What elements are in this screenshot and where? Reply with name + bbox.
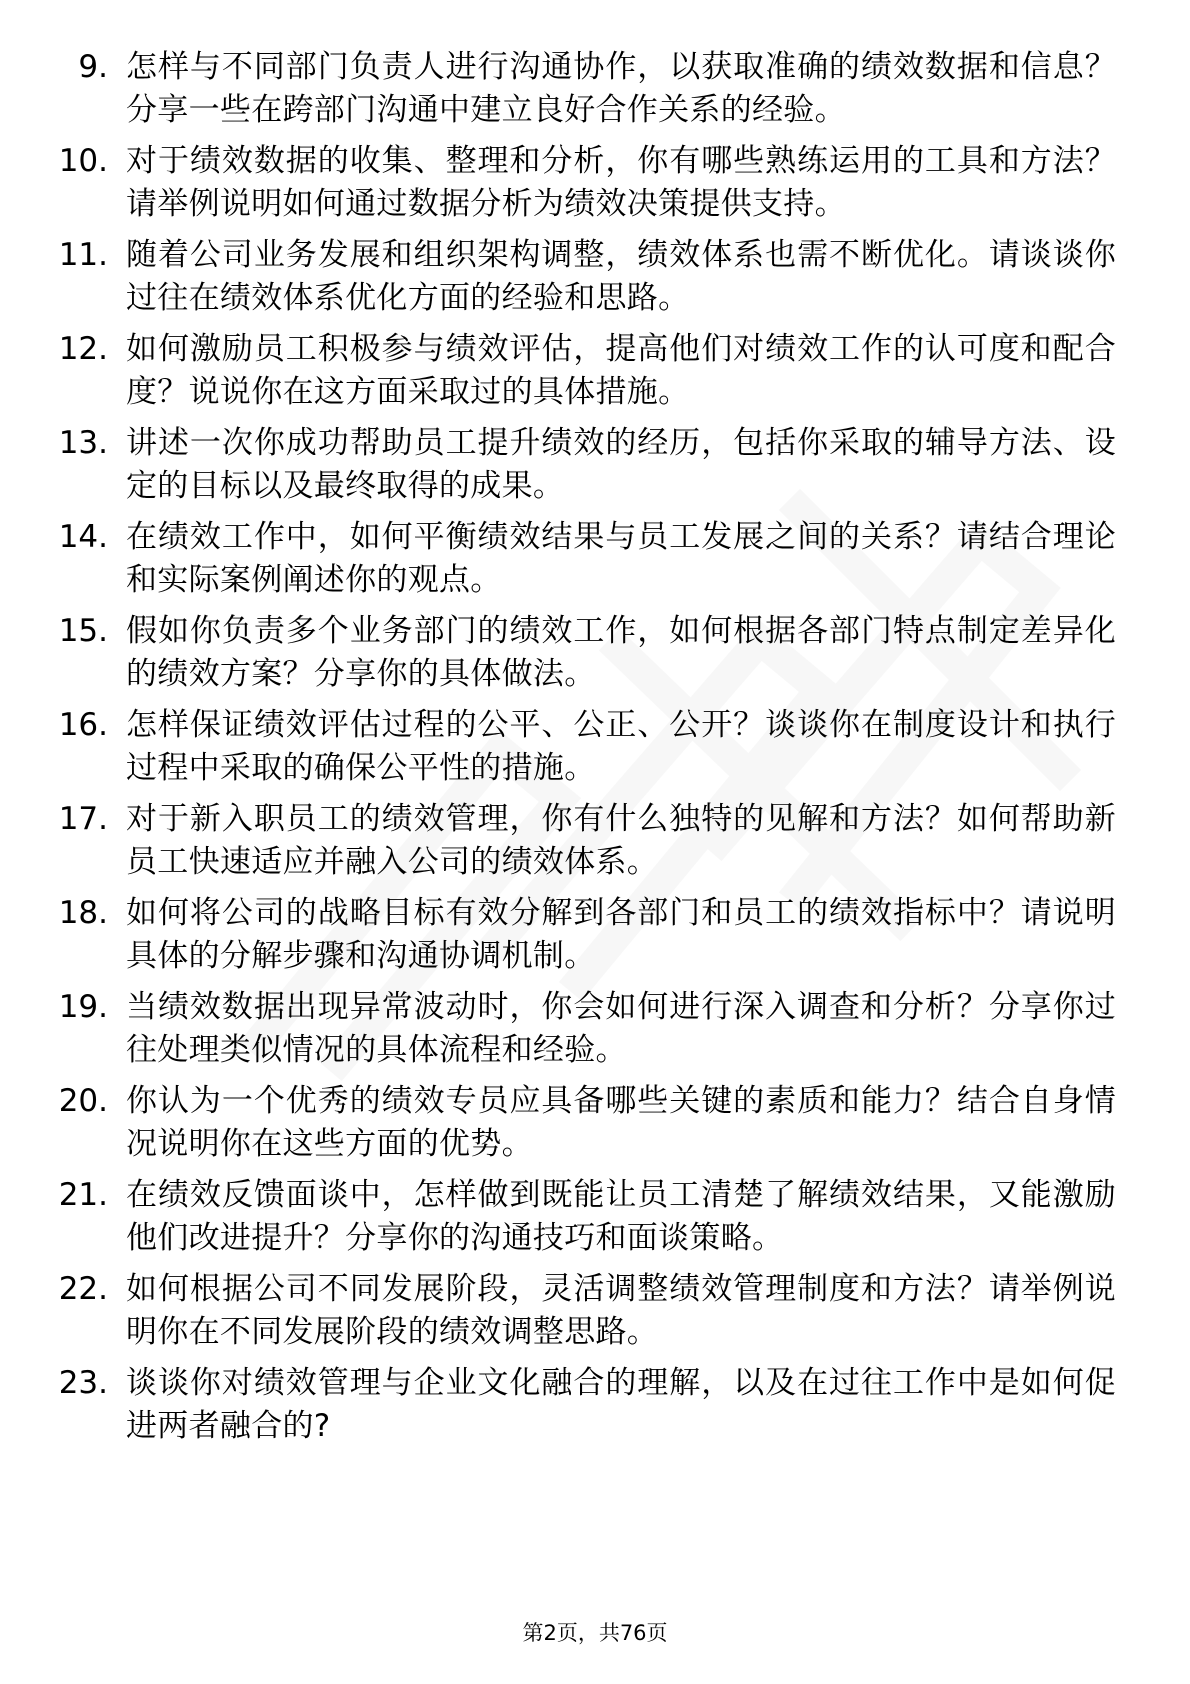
question-text: 如何根据公司不同发展阶段，灵活调整绩效管理制度和方法？请举例说明你在不同发展阶段的绩效调整思路。 [126, 1271, 1116, 1350]
list-item [0, 986, 1190, 1080]
question-text: 怎样保证绩效评估过程的公平、公正、公开？谈谈你在制度设计和执行过程中采取的确保公平性的措施。 [126, 707, 1116, 786]
question-text: 随着公司业务发展和组织架构调整，绩效体系也需不断优化。请谈谈你过往在绩效体系优化方面的经验和思路。 [126, 237, 1116, 316]
list-item [0, 892, 1190, 986]
list-item [0, 1080, 1190, 1174]
list-item [0, 328, 1190, 422]
page-footer [0, 1621, 1190, 1645]
list-item [0, 798, 1190, 892]
question-text: 对于新入职员工的绩效管理，你有什么独特的见解和方法？如何帮助新员工快速适应并融入公司的绩效体系。 [126, 801, 1116, 880]
question-text: 当绩效数据出现异常波动时，你会如何进行深入调查和分析？分享你过往处理类似情况的具体流程和经验。 [126, 989, 1116, 1068]
question-number: 17. [58, 801, 108, 837]
question-number: 15. [58, 613, 108, 649]
question-number: 9. [78, 49, 108, 85]
question-number: 23. [58, 1365, 108, 1401]
question-number: 20. [58, 1083, 108, 1119]
question-number: 14. [58, 519, 108, 555]
question-text: 你认为一个优秀的绩效专员应具备哪些关键的素质和能力？结合自身情况说明你在这些方面的优势。 [126, 1083, 1116, 1162]
question-number: 12. [58, 331, 108, 367]
question-number: 11. [58, 237, 108, 273]
question-text: 如何将公司的战略目标有效分解到各部门和员工的绩效指标中？请说明具体的分解步骤和沟通协调机制。 [126, 895, 1116, 974]
question-text: 如何激励员工积极参与绩效评估，提高他们对绩效工作的认可度和配合度？说说你在这方面采取过的具体措施。 [126, 331, 1116, 410]
question-number: 13. [58, 425, 108, 461]
question-text: 在绩效工作中，如何平衡绩效结果与员工发展之间的关系？请结合理论和实际案例阐述你的观点。 [126, 519, 1116, 598]
question-number: 10. [58, 143, 108, 179]
question-text: 在绩效反馈面谈中，怎样做到既能让员工清楚了解绩效结果，又能激励他们改进提升？分享你的沟通技巧和面谈策略。 [126, 1177, 1116, 1256]
question-text: 对于绩效数据的收集、整理和分析，你有哪些熟练运用的工具和方法？请举例说明如何通过数据分析为绩效决策提供支持。 [126, 143, 1116, 222]
question-number: 21. [58, 1177, 108, 1213]
question-number: 22. [58, 1271, 108, 1307]
list-item [0, 234, 1190, 328]
list-item [0, 46, 1190, 140]
question-text: 假如你负责多个业务部门的绩效工作，如何根据各部门特点制定差异化的绩效方案？分享你的具体做法。 [126, 613, 1116, 692]
list-item [0, 140, 1190, 234]
list-item [0, 610, 1190, 704]
list-item [0, 704, 1190, 798]
question-text: 谈谈你对绩效管理与企业文化融合的理解，以及在过往工作中是如何促进两者融合的? [126, 1365, 1116, 1444]
list-item [0, 422, 1190, 516]
question-number: 19. [58, 989, 108, 1025]
question-text: 怎样与不同部门负责人进行沟通协作，以获取准确的绩效数据和信息？分享一些在跨部门沟通中建立良好合作关系的经验。 [126, 49, 1116, 128]
question-number: 18. [58, 895, 108, 931]
page-number-label: 第2页，共76页 [522, 1621, 668, 1645]
list-item [0, 1362, 1190, 1456]
list-item [0, 1174, 1190, 1268]
question-text: 讲述一次你成功帮助员工提升绩效的经历，包括你采取的辅导方法、设定的目标以及最终取得的成果。 [126, 425, 1116, 504]
question-number: 16. [58, 707, 108, 743]
list-item [0, 1268, 1190, 1362]
question-list [0, 46, 1190, 1456]
list-item [0, 516, 1190, 610]
